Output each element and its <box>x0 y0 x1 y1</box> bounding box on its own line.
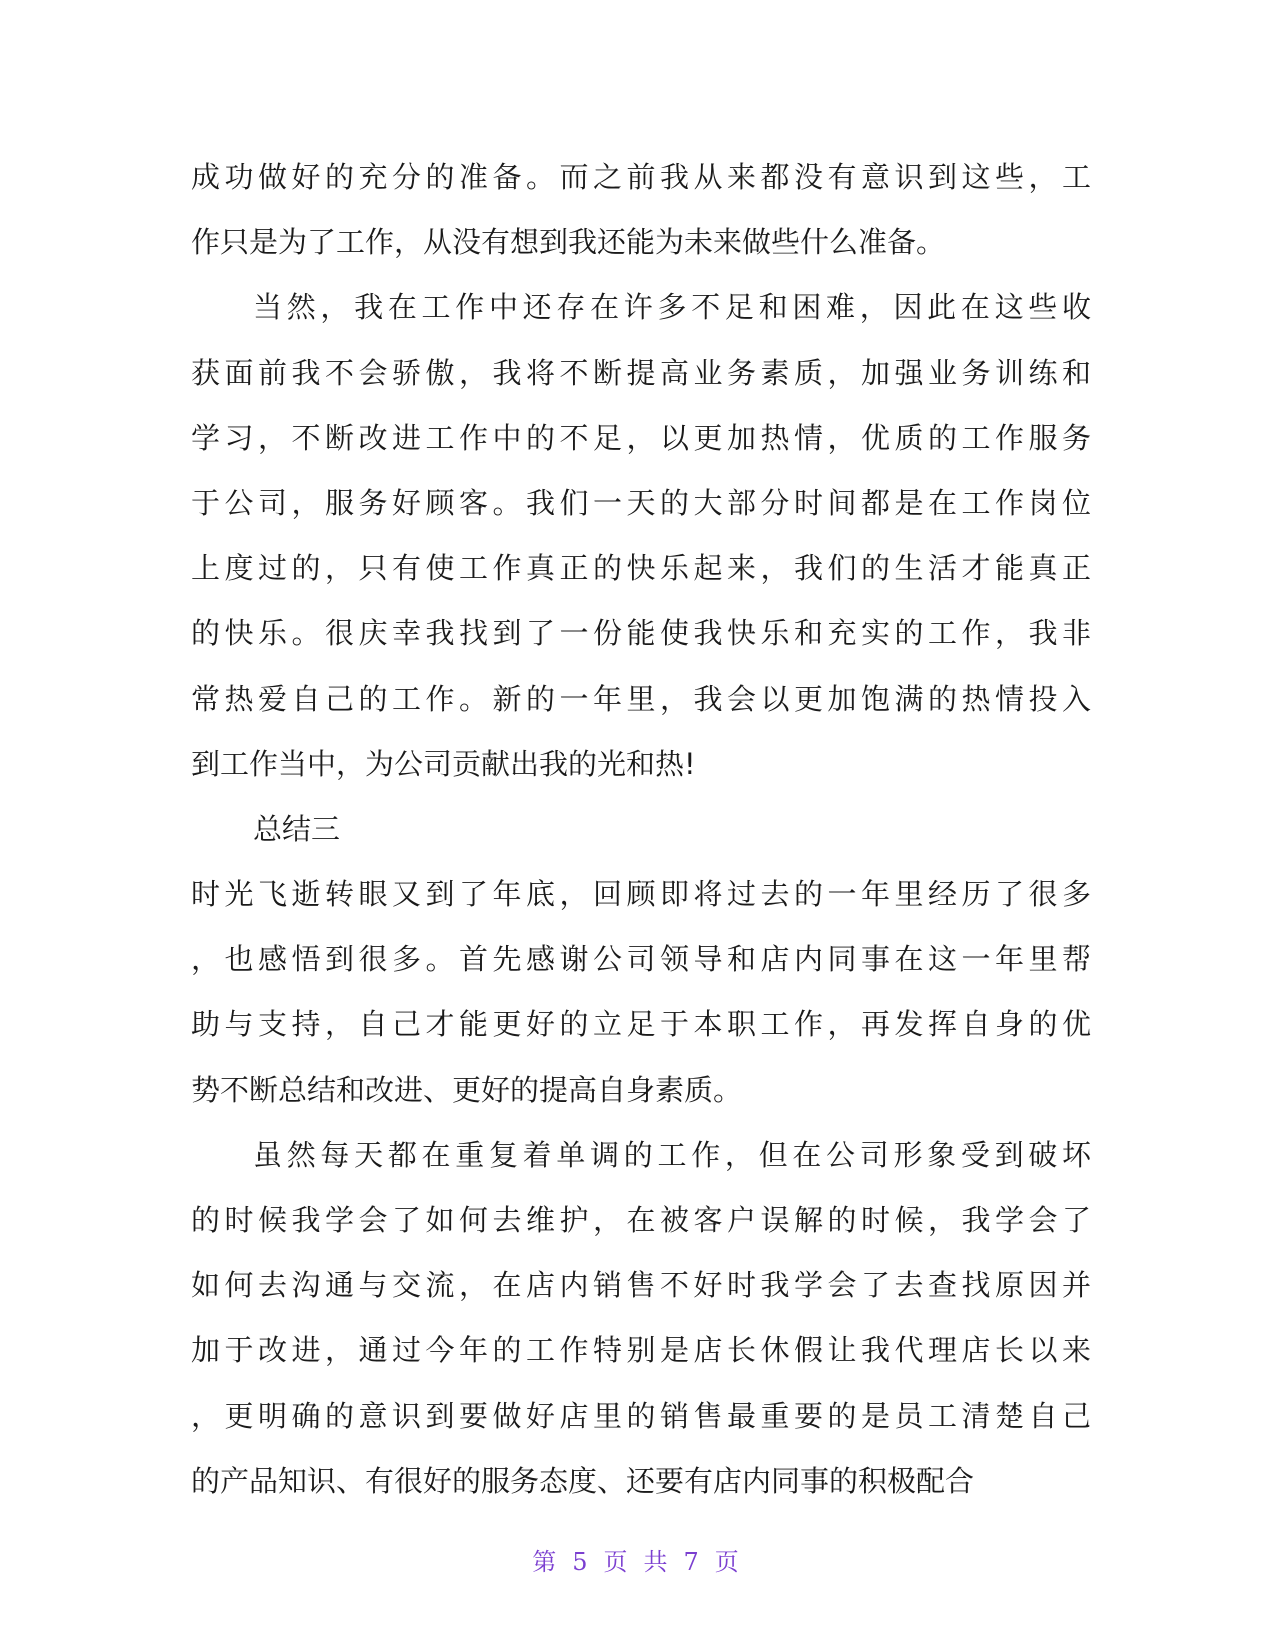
paragraph-line: 助与支持，自己才能更好的立足于本职工作，再发挥自身的优 <box>191 1007 1091 1042</box>
paragraph-line: 时光飞逝转眼又到了年底，回顾即将过去的一年里经历了很多 <box>191 877 1091 912</box>
footer-prefix: 第 <box>532 1548 561 1576</box>
paragraph-line: ，更明确的意识到要做好店里的销售最重要的是员工清楚自己 <box>191 1398 1091 1433</box>
paragraph-line: 如何去沟通与交流，在店内销售不好时我学会了去查找原因并 <box>191 1268 1091 1303</box>
paragraph-line: 于公司，服务好顾客。我们一天的大部分时间都是在工作岗位 <box>191 485 1091 520</box>
footer-total-pages: 7 <box>683 1548 703 1576</box>
paragraph-line: 到工作当中，为公司贡献出我的光和热! <box>191 746 696 781</box>
paragraph-line: 获面前我不会骄傲，我将不断提高业务素质，加强业务训练和 <box>191 355 1091 390</box>
paragraph-line: 常热爱自己的工作。新的一年里，我会以更加饱满的热情投入 <box>191 681 1091 716</box>
paragraph-line: 的快乐。很庆幸我找到了一份能使我快乐和充实的工作，我非 <box>191 616 1091 651</box>
paragraph-line: 势不断总结和改进、更好的提高自身素质。 <box>191 1072 743 1107</box>
section-heading <box>191 797 1091 862</box>
paragraph <box>191 145 1091 275</box>
paragraph-line: 的产品知识、有很好的服务态度、还要有店内同事的积极配合 <box>191 1463 975 1498</box>
paragraph-line: 学习，不断改进工作中的不足，以更加热情，优质的工作服务 <box>191 420 1091 455</box>
heading-text: 总结三 <box>253 811 341 846</box>
footer-page-word: 页 <box>603 1548 632 1576</box>
paragraph <box>191 862 1091 1123</box>
paragraph-line: 加于改进，通过今年的工作特别是店长休假让我代理店长以来 <box>191 1333 1091 1368</box>
paragraph-line: 上度过的，只有使工作真正的快乐起来，我们的生活才能真正 <box>191 551 1091 586</box>
paragraph-line: ，也感悟到很多。首先感谢公司领导和店内同事在这一年里帮 <box>191 942 1091 977</box>
footer-current-page: 5 <box>572 1548 592 1576</box>
paragraph-line: 作只是为了工作，从没有想到我还能为未来做些什么准备。 <box>191 225 946 260</box>
document-body <box>191 145 1091 1514</box>
paragraph-line: 当然，我在工作中还存在许多不足和困难，因此在这些收 <box>253 290 1091 325</box>
page-footer <box>0 1542 1275 1577</box>
footer-total-word: 共 <box>643 1548 672 1576</box>
paragraph <box>191 275 1091 797</box>
paragraph <box>191 1123 1091 1514</box>
footer-suffix: 页 <box>714 1548 743 1576</box>
paragraph-line: 成功做好的充分的准备。而之前我从来都没有意识到这些，工 <box>191 160 1091 194</box>
paragraph-line: 的时候我学会了如何去维护，在被客户误解的时候，我学会了 <box>191 1203 1091 1237</box>
paragraph-line: 虽然每天都在重复着单调的工作，但在公司形象受到破坏 <box>253 1137 1091 1172</box>
